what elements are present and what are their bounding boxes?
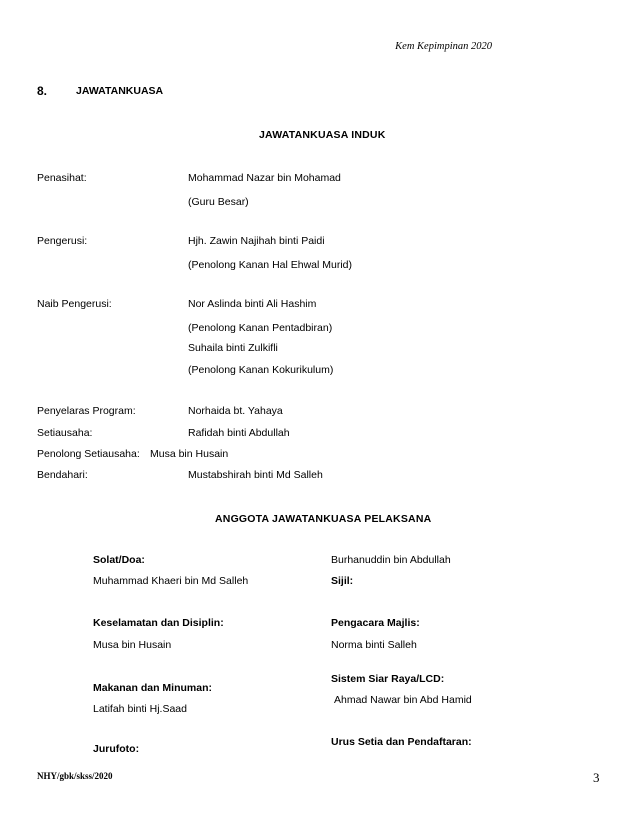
- penasihat-label: Penasihat:: [37, 172, 87, 184]
- setiausaha-name: Rafidah binti Abdullah: [188, 427, 290, 439]
- keselamatan-label: Keselamatan dan Disiplin:: [93, 617, 224, 629]
- siar-raya-label: Sistem Siar Raya/LCD:: [331, 673, 445, 685]
- makanan-label: Makanan dan Minuman:: [93, 682, 213, 694]
- pengerusi-label: Pengerusi:: [37, 235, 88, 247]
- penolong-setiausaha-label: Penolong Setiausaha:: [37, 448, 140, 460]
- induk-heading: JAWATANKUASA INDUK: [259, 129, 386, 141]
- burhanuddin-name: Burhanuddin bin Abdullah: [331, 554, 451, 566]
- setiausaha-label: Setiausaha:: [37, 427, 93, 439]
- naib-pengerusi-name-1: Nor Aslinda binti Ali Hashim: [188, 298, 317, 310]
- penasihat-name: Mohammad Nazar bin Mohamad: [188, 172, 341, 184]
- urus-setia-label: Urus Setia dan Pendaftaran:: [331, 736, 472, 748]
- naib-pengerusi-label: Naib Pengerusi:: [37, 298, 112, 310]
- naib-pengerusi-role-2: (Penolong Kanan Kokurikulum): [188, 364, 334, 376]
- pengerusi-name: Hjh. Zawin Najihah binti Paidi: [188, 235, 325, 247]
- penolong-setiausaha-name: Musa bin Husain: [150, 448, 229, 460]
- makanan-name: Latifah binti Hj.Saad: [93, 703, 187, 715]
- keselamatan-name: Musa bin Husain: [93, 639, 172, 651]
- bendahari-name: Mustabshirah binti Md Salleh: [188, 469, 323, 481]
- pengerusi-role: (Penolong Kanan Hal Ehwal Murid): [188, 259, 353, 271]
- bendahari-label: Bendahari:: [37, 469, 88, 481]
- siar-raya-name: Ahmad Nawar bin Abd Hamid: [334, 694, 472, 706]
- solat-label: Solat/Doa:: [93, 554, 145, 566]
- pengacara-name: Norma binti Salleh: [331, 639, 417, 651]
- penyelaras-label: Penyelaras Program:: [37, 405, 136, 417]
- pengacara-label: Pengacara Majlis:: [331, 617, 420, 629]
- solat-name: Muhammad Khaeri bin Md Salleh: [93, 575, 249, 587]
- pelaksana-heading: ANGGOTA JAWATANKUASA PELAKSANA: [215, 513, 432, 525]
- naib-pengerusi-name-2: Suhaila binti Zulkifli: [188, 342, 278, 354]
- page-number: 3: [593, 770, 600, 785]
- footer-code: NHY/gbk/skss/2020: [37, 771, 113, 781]
- penasihat-role: (Guru Besar): [188, 196, 249, 208]
- jurufoto-label: Jurufoto:: [93, 743, 140, 755]
- section-title: JAWATANKUASA: [76, 85, 164, 97]
- running-header: Kem Kepimpinan 2020: [395, 41, 492, 52]
- penyelaras-name: Norhaida bt. Yahaya: [188, 405, 283, 417]
- section-number: 8.: [37, 84, 48, 98]
- sijil-label: Sijil:: [331, 575, 354, 587]
- naib-pengerusi-role-1: (Penolong Kanan Pentadbiran): [188, 322, 333, 334]
